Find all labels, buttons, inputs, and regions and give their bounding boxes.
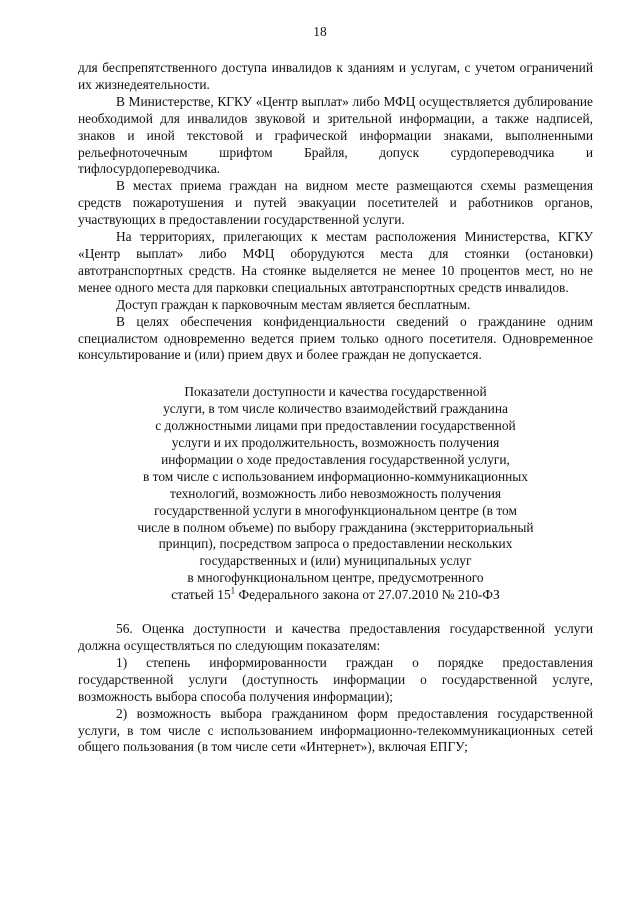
heading-line-law-reference — [78, 587, 593, 604]
body-paragraph: В местах приема граждан на видном месте размещаются схемы размещения средств пожаротушения и путей эвакуации посетителей и работников органов, участвующих в предоставлении государственной услуги. — [78, 178, 593, 228]
body-paragraph: для беспрепятственного доступа инвалидов к зданиям и услугам, с учетом ограничений их жизнедеятельности. — [78, 60, 593, 92]
heading-line: услуги, в том числе количество взаимодействий гражданина — [163, 401, 508, 417]
superscript-mark: 1 — [230, 585, 236, 596]
heading-line: с должностными лицами при предоставлении государственной — [155, 418, 516, 434]
page-number: 18 — [313, 24, 327, 39]
heading-line: технологий, возможность либо невозможность получения — [169, 485, 502, 501]
body-paragraph: Доступ граждан к парковочным местам является бесплатным. — [116, 296, 471, 312]
body-paragraph: 56. Оценка доступности и качества предоставления государственной услуги должна осуществляться по следующим показателям: — [78, 621, 593, 653]
heading-text: статьей 15 — [171, 587, 231, 603]
list-item: 2) возможность выбора гражданином форм предоставления государственной услуги, в том числе с использованием информационно-телекоммуникационных сетей общего пользования (в том числе сети «Интернет»), включая ЕПГУ; — [78, 705, 593, 755]
heading-line: числе в полном объеме) по выбору гражданина (экстерриториальный — [137, 519, 534, 535]
spacer — [78, 604, 593, 621]
body-paragraph: В Министерстве, КГКУ «Центр выплат» либо МФЦ осуществляется дублирование необходимой для инвалидов звуковой и зрительной информации, а также надписей, знаков и иной текстовой и графической информации знаками, выполненными рельефноточечным шрифтом Брайля, допуск сурдопереводчика и тифлосурдопереводчика. — [78, 93, 593, 177]
heading-line: информации о ходе предоставления государственной услуги, — [161, 451, 510, 467]
heading-line: Показатели доступности и качества государственной — [184, 384, 487, 400]
heading-line: принцип), посредством запроса о предоставлении нескольких — [158, 536, 513, 552]
heading-line: государственных и (или) муниципальных услуг — [199, 553, 472, 569]
list-item: 1) степень информированности граждан о порядке предоставления государственной услуги (доступность информации о государственной услуге, возможность выбора способа получения информации); — [78, 654, 593, 704]
body-paragraph: На территориях, прилегающих к местам расположения Министерства, КГКУ «Центр выплат» либо МФЦ оборудуются места для стоянки (остановки) автотранспортных средств. На стоянке выделяется не менее 10 процентов мест, но не менее одного места для парковки специальных автотранспортных средств инвалидов. — [78, 229, 593, 295]
heading-line: государственной услуги в многофункциональном центре (в том — [154, 502, 517, 518]
heading-line: услуги и их продолжительность, возможность получения — [171, 435, 500, 451]
heading-text: Федерального закона от 27.07.2010 № 210-ФЗ — [235, 587, 500, 603]
section-heading — [78, 384, 593, 604]
document-body — [78, 60, 593, 756]
heading-line: в том числе с использованием информационно-коммуникационных — [143, 468, 528, 484]
heading-line: в многофункциональном центре, предусмотренного — [187, 570, 484, 586]
body-paragraph: В целях обеспечения конфиденциальности сведений о гражданине одним специалистом одновременно ведется прием только одного посетителя. Одновременное консультирование и (или) прием двух и более граждан не допускается. — [78, 313, 593, 363]
